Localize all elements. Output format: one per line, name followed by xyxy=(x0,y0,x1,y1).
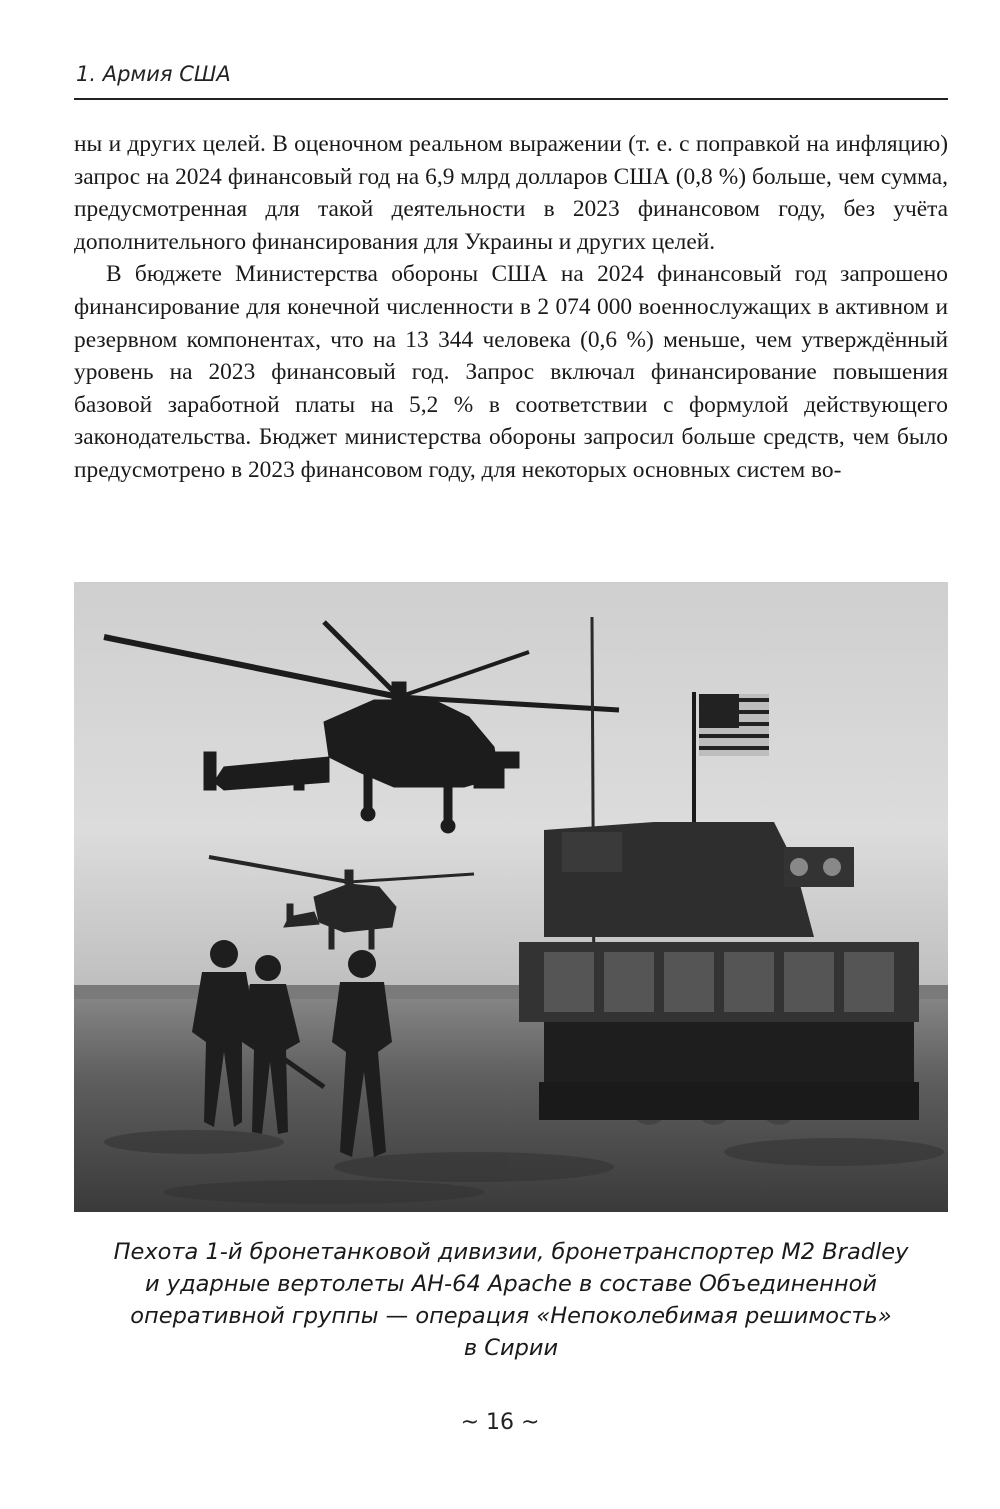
figure-caption xyxy=(74,1236,948,1364)
body-text xyxy=(74,128,948,487)
running-header xyxy=(74,58,948,100)
page-number: ~ 16 ~ xyxy=(460,1410,540,1435)
caption-line: в Сирии xyxy=(463,1335,559,1361)
caption-line: оперативной группы — операция «Непоколебимая решимость» xyxy=(130,1303,892,1329)
running-title: 1. Армия США xyxy=(76,62,231,86)
paragraph-continuation: ны и других целей. В оценочном реальном выражении (т. е. с поправкой на инфляцию) запрос на 2024 финансовый год на 6,9 млрд долларов США (0,8 %) больше, чем сумма, предусмотренная для такой деятельности в 2023 финансовом году, без учёта дополнительного финансирования для Украины и других целей. xyxy=(74,131,948,255)
military-photo xyxy=(74,582,948,1212)
photo-figure xyxy=(74,582,948,1212)
paragraph-budget: В бюджете Министерства обороны США на 2024 финансовый год запрошено финансирование для конечной численности в 2 074 000 военнослужащих в активном и резервном компонентах, что на 13 344 человека (0,6 %) меньше, чем утверждённый уровень на 2023 финансовый год. Запрос включал финансирование повышения базовой заработной платы на 5,2 % в соответствии с формулой действующего законодательства. Бюджет министерства обороны запросил больше средств, чем было предусмотрено в 2023 финансовом году, для некоторых основных систем во- xyxy=(74,261,948,483)
caption-line: Пехота 1-й бронетанковой дивизии, бронетранспортер M2 Bradley xyxy=(113,1239,909,1265)
caption-line: и ударные вертолеты AH-64 Apache в составе Объединенной xyxy=(145,1271,877,1297)
